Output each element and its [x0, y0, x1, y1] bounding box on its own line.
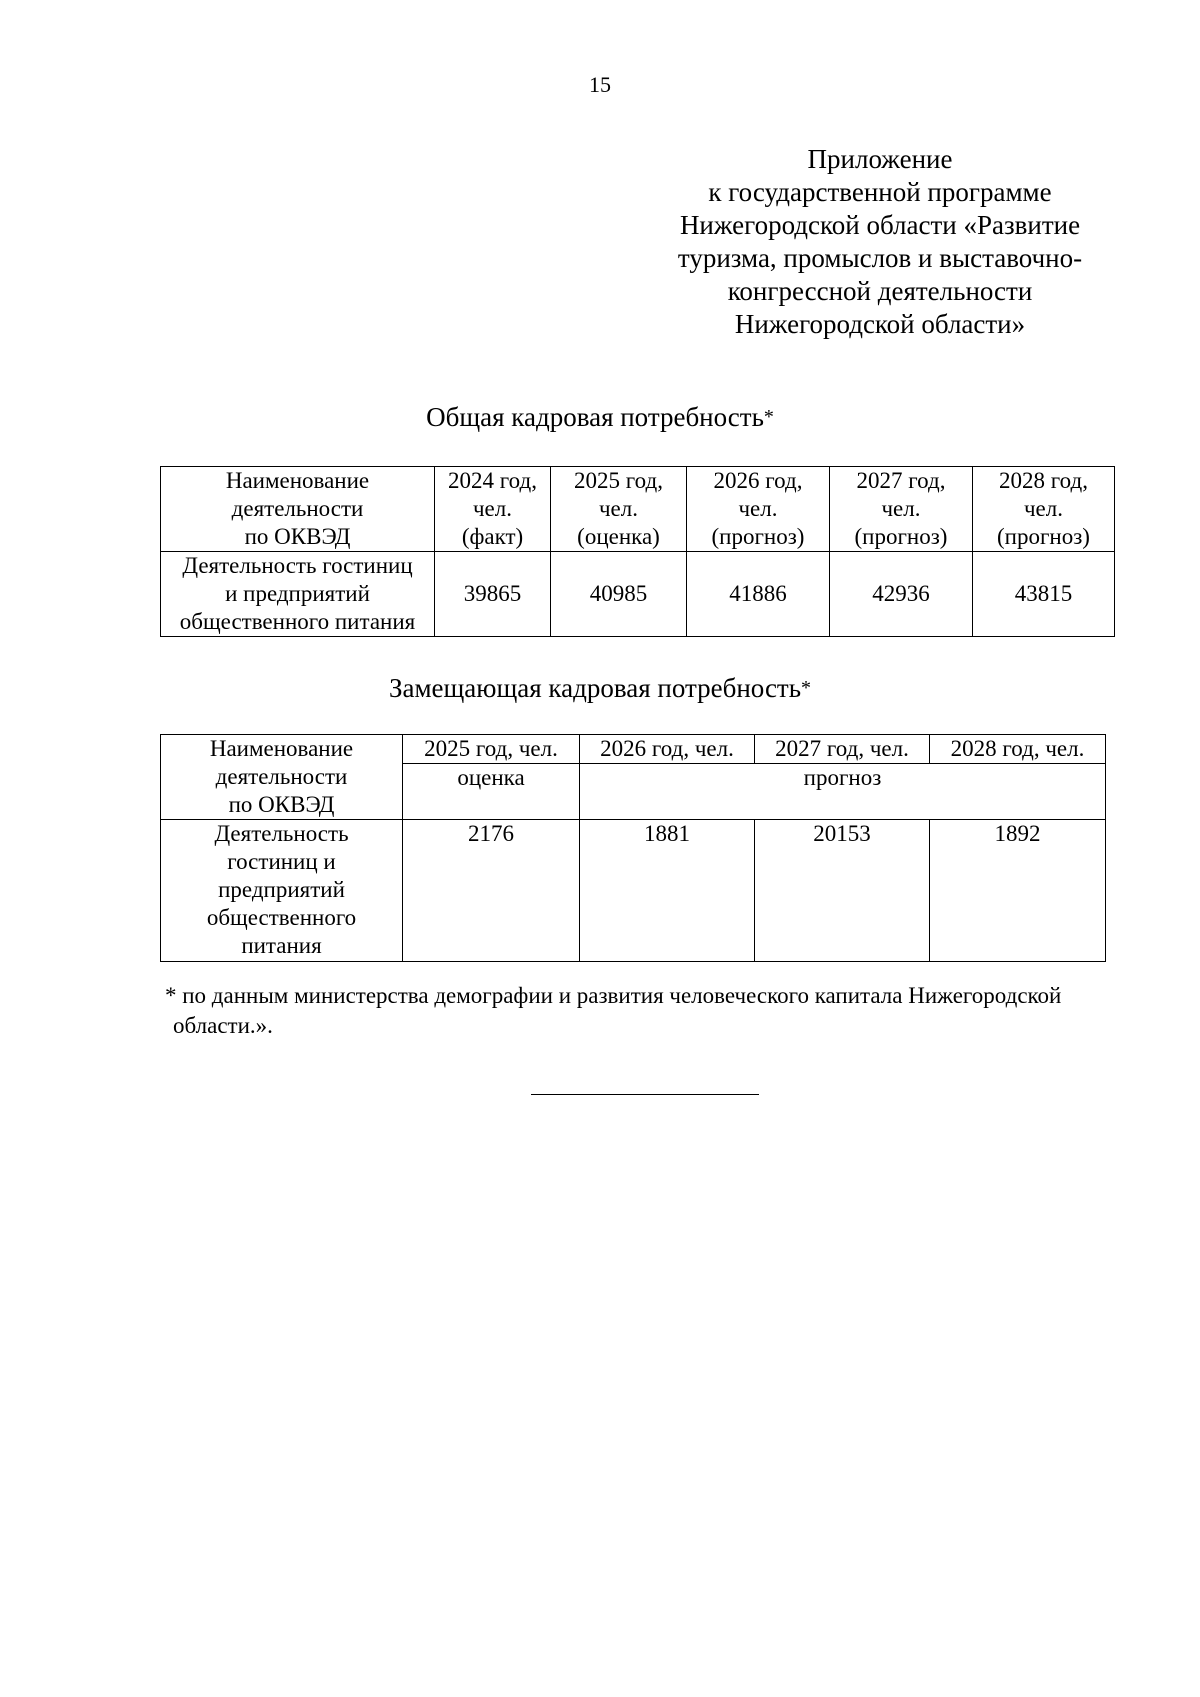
header-text: 2025 год, — [574, 468, 663, 493]
header-text: (прогноз) — [997, 524, 1090, 549]
value-cell: 1892 — [930, 820, 1106, 962]
section-title-total-demand — [0, 401, 1200, 433]
header-kind-forecast: прогноз — [580, 764, 1106, 820]
header-year-2028: 2028 год, чел. — [930, 735, 1106, 764]
header-year-2025: 2025 год, чел. — [403, 735, 580, 764]
header-text: Наименование — [209, 736, 354, 761]
footnote-marker: * — [763, 406, 774, 428]
table-header-row — [161, 467, 1115, 552]
header-text: чел. — [598, 496, 638, 521]
appendix-line: туризма, промыслов и выставочно- — [677, 243, 1083, 273]
value-cell: 41886 — [687, 552, 830, 637]
header-year-2024 — [435, 467, 551, 552]
header-text: (прогноз) — [711, 524, 805, 549]
header-activity-name — [161, 467, 435, 552]
section-title-text: Общая кадровая потребность — [426, 402, 764, 432]
cell-text: Деятельность гостиниц — [182, 553, 413, 578]
appendix-heading — [640, 143, 1120, 341]
appendix-line: Нижегородской области» — [734, 309, 1026, 339]
table-row — [161, 552, 1115, 637]
header-text: чел. — [738, 496, 778, 521]
value-cell: 43815 — [973, 552, 1115, 637]
value-cell: 1881 — [580, 820, 755, 962]
cell-text: предприятий — [218, 877, 345, 902]
table-row — [161, 820, 1106, 962]
header-text: чел. — [472, 496, 512, 521]
closing-rule-divider — [531, 1094, 759, 1095]
total-demand-table — [160, 466, 1115, 637]
activity-name-cell — [161, 820, 403, 962]
value-cell: 2176 — [403, 820, 580, 962]
value-cell: 20153 — [755, 820, 930, 962]
value-cell: 39865 — [435, 552, 551, 637]
section-title-text: Замещающая кадровая потребность — [388, 673, 802, 703]
value-cell: 40985 — [551, 552, 687, 637]
replacement-demand-table — [160, 734, 1106, 962]
cell-text: общественного питания — [179, 609, 416, 634]
footnote-line: * по данным министерства демографии и развития человеческого капитала Нижегородской — [165, 983, 1062, 1008]
header-text: чел. — [1023, 496, 1063, 521]
header-year-2025 — [551, 467, 687, 552]
header-text: (прогноз) — [854, 524, 948, 549]
header-text: (оценка) — [577, 524, 660, 549]
cell-text: и предприятий — [225, 581, 370, 606]
appendix-line: Нижегородской области «Развитие — [679, 210, 1081, 240]
cell-text: питания — [241, 933, 322, 958]
table-header-row — [161, 735, 1106, 764]
value-cell: 42936 — [830, 552, 973, 637]
header-year-2026: 2026 год, чел. — [580, 735, 755, 764]
header-text: 2024 год, — [448, 468, 537, 493]
header-activity-name — [161, 735, 403, 820]
footnote — [165, 981, 1125, 1041]
header-text: 2026 год, — [713, 468, 803, 493]
activity-name-cell — [161, 552, 435, 637]
header-text: 2027 год, — [856, 468, 946, 493]
header-year-2027: 2027 год, чел. — [755, 735, 930, 764]
appendix-line: к государственной программе — [708, 177, 1052, 207]
header-text: чел. — [881, 496, 921, 521]
appendix-line: Приложение — [807, 144, 953, 174]
header-year-2026 — [687, 467, 830, 552]
page-number: 15 — [589, 72, 611, 97]
cell-text: общественного — [206, 905, 357, 930]
header-text: (факт) — [461, 524, 524, 549]
header-text: 2028 год, — [999, 468, 1088, 493]
header-text: деятельности — [231, 496, 364, 521]
header-text: Наименование — [225, 468, 370, 493]
header-text: по ОКВЭД — [228, 792, 335, 817]
cell-text: Деятельность — [214, 821, 349, 846]
header-year-2027 — [830, 467, 973, 552]
footnote-line: области.». — [173, 1013, 273, 1038]
appendix-line: конгрессной деятельности — [727, 276, 1033, 306]
header-text: по ОКВЭД — [244, 524, 351, 549]
header-kind-estimate: оценка — [403, 764, 580, 820]
header-text: деятельности — [215, 764, 348, 789]
section-title-replacement-demand — [0, 672, 1200, 704]
footnote-marker: * — [801, 677, 812, 699]
header-year-2028 — [973, 467, 1115, 552]
cell-text: гостиниц и — [227, 849, 336, 874]
